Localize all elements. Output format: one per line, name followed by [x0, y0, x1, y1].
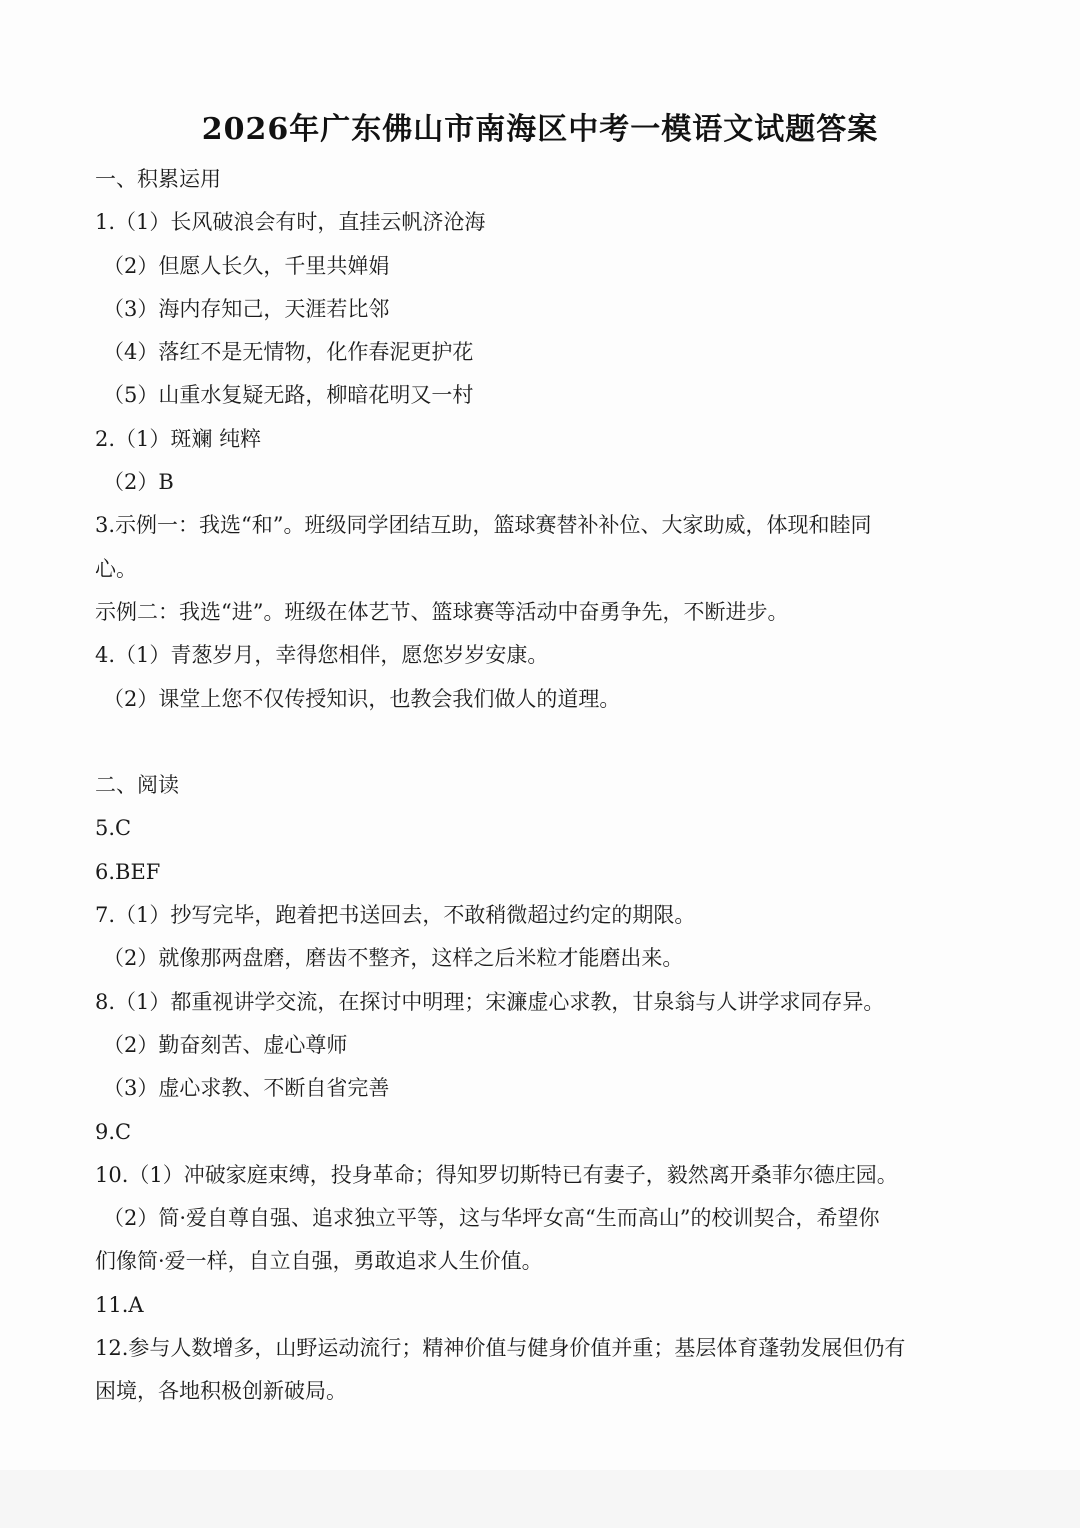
answer-line: （3）海内存知己，天涯若比邻	[103, 296, 390, 321]
answer-line: 们像简·爱一样，自立自强，勇敢追求人生价值。	[95, 1249, 543, 1274]
answer-line: 示例二：我选“进”。班级在体艺节、篮球赛等活动中奋勇争先，不断进步。	[95, 599, 789, 624]
answer-line: 11.A	[95, 1292, 144, 1317]
answer-line: （5）山重水复疑无路，柳暗花明又一村	[103, 383, 474, 408]
document-title: 2026年广东佛山市南海区中考一模语文试题答案	[201, 112, 879, 147]
answer-line: 心。	[95, 556, 137, 581]
section-heading-reading: 二、阅读	[95, 773, 179, 798]
section-heading-accumulation: 一、积累运用	[95, 167, 221, 191]
answer-line: 9.C	[95, 1119, 132, 1144]
answer-line: 7.（1）抄写完毕，跑着把书送回去，不敢稍微超过约定的期限。	[95, 903, 696, 928]
answer-line: 10.（1）冲破家庭束缚，投身革命；得知罗切斯特已有妻子，毅然离开桑菲尔德庄园。	[95, 1162, 898, 1187]
answer-line: 1.（1）长风破浪会有时，直挂云帆济沧海	[95, 210, 486, 235]
answer-line: 12.参与人数增多，山野运动流行；精神价值与健身价值并重；基层体育蓬勃发展但仍有	[95, 1336, 906, 1361]
answer-line: 5.C	[95, 816, 132, 841]
answer-line: （2）就像那两盘磨，磨齿不整齐，这样之后米粒才能磨出来。	[103, 946, 684, 971]
answer-line: （4）落红不是无情物，化作春泥更护花	[103, 340, 474, 365]
page-bottom-edge	[0, 1470, 1080, 1528]
answer-line: 困境，各地积极创新破局。	[95, 1379, 347, 1404]
answer-line: （2）但愿人长久，千里共婵娟	[103, 253, 390, 278]
answer-line: （3）虚心求教、不断自省完善	[103, 1076, 390, 1101]
answer-line: 2.（1）斑斓 纯粹	[95, 426, 262, 451]
answer-line: （2）简·爱自尊自强、追求独立平等，这与华坪女高“生而高山”的校训契合，希望你	[103, 1206, 880, 1231]
answer-line: 8.（1）都重视讲学交流，在探讨中明理；宋濂虚心求教，甘泉翁与人讲学求同存异。	[95, 989, 885, 1014]
answer-line: （2）B	[103, 470, 174, 495]
answer-line: 3.示例一：我选“和”。班级同学团结互助，篮球赛替补补位、大家助威，体现和睦同	[95, 513, 872, 538]
answer-line: （2）勤奋刻苦、虚心尊师	[103, 1032, 348, 1057]
answer-line: （2）课堂上您不仅传授知识，也教会我们做人的道理。	[103, 686, 621, 711]
answer-line: 6.BEF	[95, 859, 161, 884]
answer-content	[95, 158, 955, 1414]
answer-line: 4.（1）青葱岁月，幸得您相伴，愿您岁岁安康。	[95, 643, 549, 668]
